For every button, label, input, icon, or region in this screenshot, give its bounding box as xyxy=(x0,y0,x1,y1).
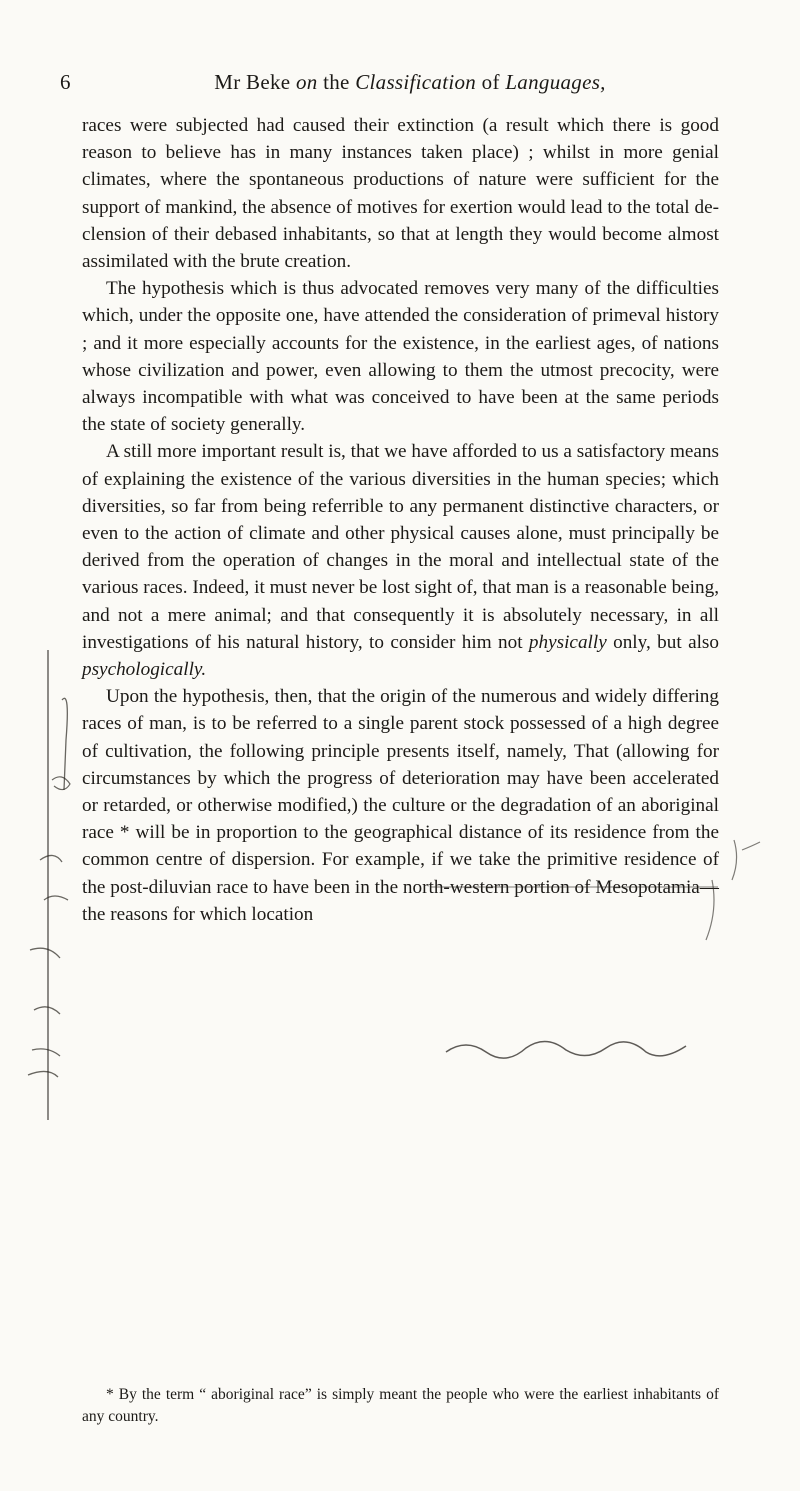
paragraph-1: races were subjected had caused their extinction (a result which there is good reason to believe has in many instances taken place) ; whilst in more genial climates, where the spontaneous productions of nature were sufficient for the support of mankind, the absence of motives for exertion would lead to the total declension of their debased inhabitants, so that at length they would become almost assimilated with the brute creation. xyxy=(82,115,719,273)
footnote-text: * By the term “ aboriginal race” is simply meant the people who were the earliest inhabitants of any country. xyxy=(82,1386,719,1425)
paragraph-2: The hypothesis which is thus advocated removes very many of the difficulties which, under the opposite one, have attended the consideration of primeval history ; and it more especially accounts for the existence, in the earliest ages, of nations whose civilization and power, even allowing to them the utmost precocity, were always incompatible with what was conceived to have been at the same periods the state of society generally. xyxy=(82,278,719,436)
page-number: 6 xyxy=(60,70,71,94)
italic-physically: physically xyxy=(528,631,607,653)
running-header xyxy=(60,70,760,95)
italic-psychologically: psychologically. xyxy=(82,659,207,681)
footnote xyxy=(82,1384,719,1428)
paragraph-4: Upon the hypothesis, then, that the origin of the numerous and widely differing races of man, is to be referred to a single parent stock possessed of a high degree of cultivation, the following principle presents itself, namely, That (allowing for circumstances by which the progress of deterioration may have been accelerated or retarded, or otherwise modified,) the culture or the degradation of an aboriginal race * will be in proportion to the geographical distance of its residence from the common centre of dispersion. For example, if we take the primitive residence of the post-diluvian race to have been in the north-western portion of Mesopotamia—the reasons for which location xyxy=(82,686,719,925)
body-text xyxy=(82,112,719,928)
running-title: Mr Beke on the Classification of Languages, xyxy=(214,70,606,94)
paragraph-3: A still more important result is, that we have afforded to us a satisfactory means of explaining the existence of the various diversities in the human species; which diversities, so far from being referrible to any permanent distinctive characters, or even to the action of climate and other physical causes alone, must principally be derived from the operation of changes in the moral and intellectual state of the various races. Indeed, it must never be lost sight of, that man is a reasonable being, and not a mere animal; and that consequently it is absolutely necessary, in all investigations of his natural history, to consider him not physically only, but also psychologically. xyxy=(82,441,719,681)
